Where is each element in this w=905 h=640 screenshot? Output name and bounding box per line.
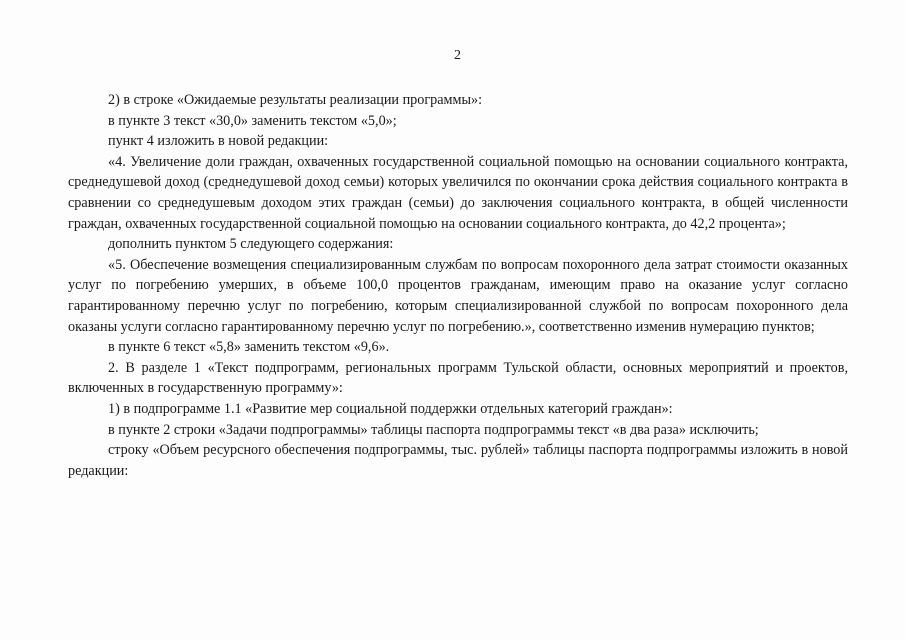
paragraph-4: «4. Увеличение доли граждан, охваченных государственной социальной помощью на основании социального контракта, среднедушевой доход (среднедушевой доход семьи) которых увеличился по окончании срока действия социального контракта в сравнении со среднедушевым доходом этих граждан (семьи) до заключения социального контракта, в общей численности граждан, охваченных государственной социальной помощью на основании социального контракта, до 42,2 процента»; xyxy=(68,153,848,232)
paragraph-10: в пункте 2 строки «Задачи подпрограммы» таблицы паспорта подпрограммы текст «в два раза» исключить; xyxy=(108,421,759,438)
page-number: 2 xyxy=(454,48,461,63)
paragraph-11: строку «Объем ресурсного обеспечения подпрограммы, тыс. рублей» таблицы паспорта подпрограммы изложить в новой редакции: xyxy=(68,442,848,479)
paragraph-2: в пункте 3 текст «30,0» заменить текстом «5,0»; xyxy=(108,112,397,129)
paragraph-7: в пункте 6 текст «5,8» заменить текстом «9,6». xyxy=(108,339,390,356)
document-body xyxy=(68,90,848,481)
paragraph-9: 1) в подпрограмме 1.1 «Развитие мер социальной поддержки отдельных категорий граждан»: xyxy=(108,400,673,417)
paragraph-5: дополнить пунктом 5 следующего содержания: xyxy=(108,236,394,253)
paragraph-3: пункт 4 изложить в новой редакции: xyxy=(108,133,329,150)
paragraph-6: «5. Обеспечение возмещения специализированным службам по вопросам похоронного дела затрат стоимости оказанных услуг по погребению умерших, в объеме 100,0 процентов гражданам, имеющим право на оказание услуг согласно гарантированному перечню услуг по погребению, которым специализированной службой по вопросам похоронного дела оказаны услуги согласно гарантированному перечню услуг по погребению.», соответственно изменив нумерацию пунктов; xyxy=(68,256,848,335)
paragraph-1: 2) в строке «Ожидаемые результаты реализации программы»: xyxy=(108,92,483,108)
paragraph-8: 2. В разделе 1 «Текст подпрограмм, региональных программ Тульской области, основных мероприятий и проектов, включенных в государственную программу»: xyxy=(68,359,848,397)
